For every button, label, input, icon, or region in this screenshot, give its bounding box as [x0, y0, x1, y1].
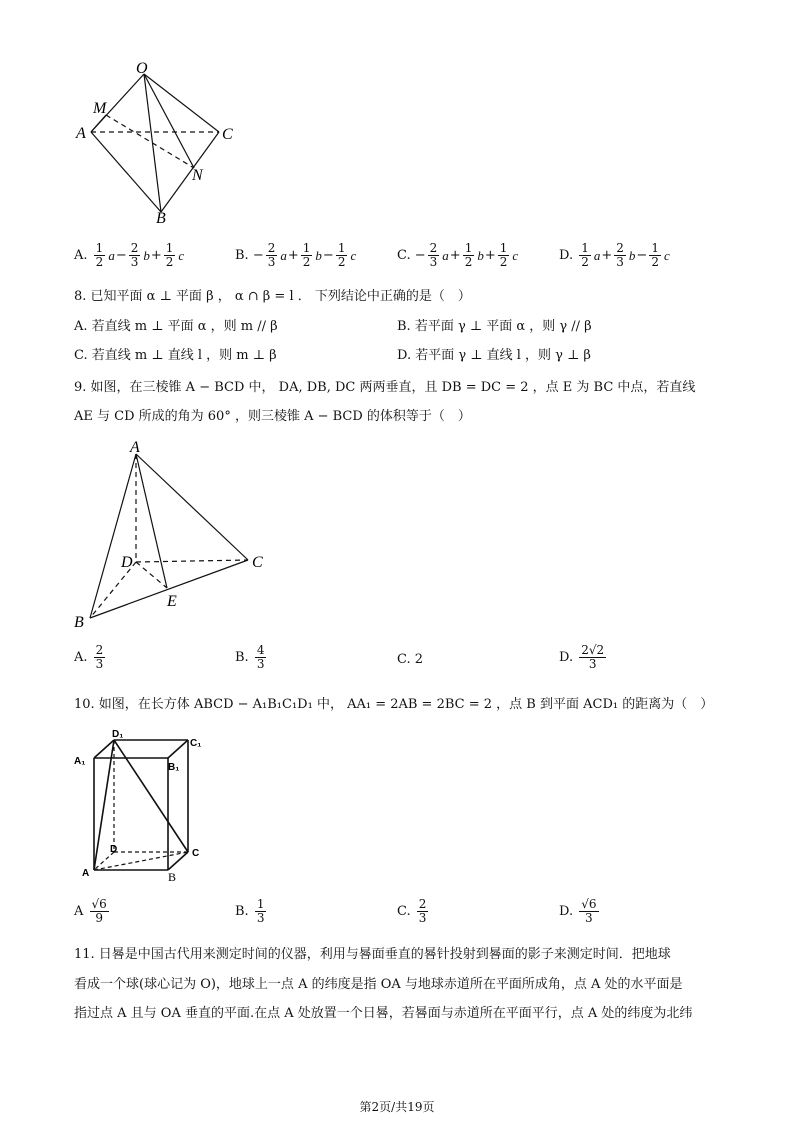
- fraction: $\frac{1}{2}$: [499, 241, 508, 269]
- option-letter: C.: [397, 248, 411, 263]
- option-letter: D.: [559, 904, 574, 919]
- q7-option-a[interactable]: A. $\frac{1}{2}$ a − $\frac{2}{3}$ b + $\frac{1}{2}$ c: [74, 241, 185, 269]
- q9-option-d[interactable]: [559, 644, 608, 671]
- option-letter: C.: [397, 904, 411, 919]
- label-O: O: [136, 60, 148, 77]
- q10-option-a[interactable]: [74, 898, 111, 925]
- label-C1: C₁: [190, 738, 202, 749]
- q9-stem-line1: 9. 如图，在三棱锥 A − BCD 中， DA, DB, DC 两两垂直，且 DB = DC = 2 ，点 E 为 BC 中点，若直线: [74, 380, 696, 395]
- option-letter: D.: [559, 248, 574, 263]
- label-B1: B₁: [168, 762, 180, 773]
- q9-option-a[interactable]: [74, 644, 107, 671]
- option-letter: A: [74, 904, 84, 919]
- label-B: B: [74, 614, 84, 631]
- option-letter: B.: [235, 904, 249, 919]
- q9-stem-line2: AE 与 CD 所成的角为 60° ，则三棱锥 A − BCD 的体积等于（ ）: [74, 409, 471, 424]
- label-A: A: [82, 868, 90, 879]
- label-C: C: [222, 126, 233, 143]
- fraction: $\frac{1}{2}$: [337, 241, 346, 269]
- fraction: $\frac{√6}{3}$: [581, 897, 597, 925]
- fraction: $\frac{2√2}{3}$: [581, 643, 605, 671]
- fraction: $\frac{2}{3}$: [616, 241, 624, 269]
- q7-option-b[interactable]: B. − $\frac{2}{3}$ a + $\frac{1}{2}$ b − $\frac{1}{2}$ c: [235, 241, 357, 269]
- q7-option-d[interactable]: D. $\frac{1}{2}$ a + $\frac{2}{3}$ b − $\frac{1}{2}$ c: [559, 241, 670, 269]
- q10-option-c[interactable]: [397, 898, 430, 925]
- fraction: $\frac{2}{3}$: [95, 643, 104, 671]
- q8-option-b[interactable]: B. 若平面 γ ⊥ 平面 α ，则 γ // β: [397, 319, 592, 334]
- q9-option-c[interactable]: C. 2: [397, 652, 424, 667]
- label-E: E: [167, 593, 177, 610]
- fraction: $\frac{1}{3}$: [256, 897, 265, 925]
- fraction: $\frac{1}{2}$: [302, 241, 311, 269]
- label-C: C: [252, 554, 263, 571]
- q10-stem: 10. 如图，在长方体 ABCD − A₁B₁C₁D₁ 中， AA₁ = 2AB = 2BC = 2 ，点 B 到平面 ACD₁ 的距离为（ ）: [74, 697, 714, 712]
- fraction: $\frac{2}{3}$: [267, 241, 276, 269]
- label-D: D: [121, 554, 133, 571]
- label-A: A: [76, 125, 86, 142]
- q8-option-a[interactable]: A. 若直线 m ⊥ 平面 α ，则 m // β: [74, 319, 278, 334]
- q8-option-d[interactable]: D. 若平面 γ ⊥ 直线 l ，则 γ ⊥ β: [397, 348, 591, 363]
- label-D: D: [110, 844, 118, 855]
- label-A1: A₁: [74, 756, 86, 767]
- option-letter: D.: [559, 650, 574, 665]
- label-C: C: [192, 848, 200, 859]
- q8-option-c[interactable]: C. 若直线 m ⊥ 直线 l ，则 m ⊥ β: [74, 348, 277, 363]
- fraction: $\frac{1}{2}$: [165, 241, 174, 269]
- q11-line2: 看成一个球(球心记为 O)，地球上一点 A 的纬度是指 OA 与地球赤道所在平面所成角，点 A 处的水平面是: [74, 977, 683, 992]
- fraction: $\frac{1}{2}$: [651, 241, 659, 269]
- label-B: B: [156, 210, 166, 227]
- page-footer: 第2页/共19页: [359, 1100, 435, 1114]
- q11-line1: 11. 日晷是中国古代用来测定时间的仪器，利用与晷面垂直的晷针投射到晷面的影子来测定时间．把地球: [74, 947, 671, 962]
- q7-option-c[interactable]: C. − $\frac{2}{3}$ a + $\frac{1}{2}$ b + $\frac{1}{2}$ c: [397, 241, 519, 269]
- fraction: $\frac{2}{3}$: [130, 241, 139, 269]
- fraction: $\frac{1}{2}$: [95, 241, 104, 269]
- label-N: N: [192, 167, 203, 184]
- fraction: $\frac{1}{2}$: [464, 241, 473, 269]
- fraction: $\frac{1}{2}$: [581, 241, 589, 269]
- fraction: $\frac{4}{3}$: [256, 643, 265, 671]
- label-D1: D₁: [112, 729, 124, 740]
- q9-figure: [70, 436, 280, 632]
- fraction: $\frac{2}{3}$: [418, 897, 427, 925]
- fraction: $\frac{2}{3}$: [429, 241, 438, 269]
- q11-line3: 指过点 A 且与 OA 垂直的平面.在点 A 处放置一个日晷，若晷面与赤道所在平面平行，点 A 处的纬度为北纬: [74, 1006, 693, 1021]
- q7-figure: [70, 60, 250, 230]
- option-letter: A.: [74, 248, 88, 263]
- fraction: $\frac{√6}{9}$: [91, 897, 107, 925]
- option-letter: B.: [235, 650, 249, 665]
- label-A: A: [130, 439, 140, 456]
- label-B: B: [168, 870, 177, 884]
- q10-option-b[interactable]: [235, 898, 268, 925]
- q10-option-d[interactable]: [559, 898, 601, 925]
- q8-stem: 8. 已知平面 α ⊥ 平面 β ， α ∩ β = l ． 下列结论中正确的是（ ）: [74, 289, 471, 304]
- q9-option-b[interactable]: [235, 644, 268, 671]
- option-letter: C.: [397, 652, 411, 667]
- option-letter: B.: [235, 248, 249, 263]
- option-letter: A.: [74, 650, 88, 665]
- q10-figure: [70, 724, 220, 884]
- label-M: M: [93, 100, 107, 117]
